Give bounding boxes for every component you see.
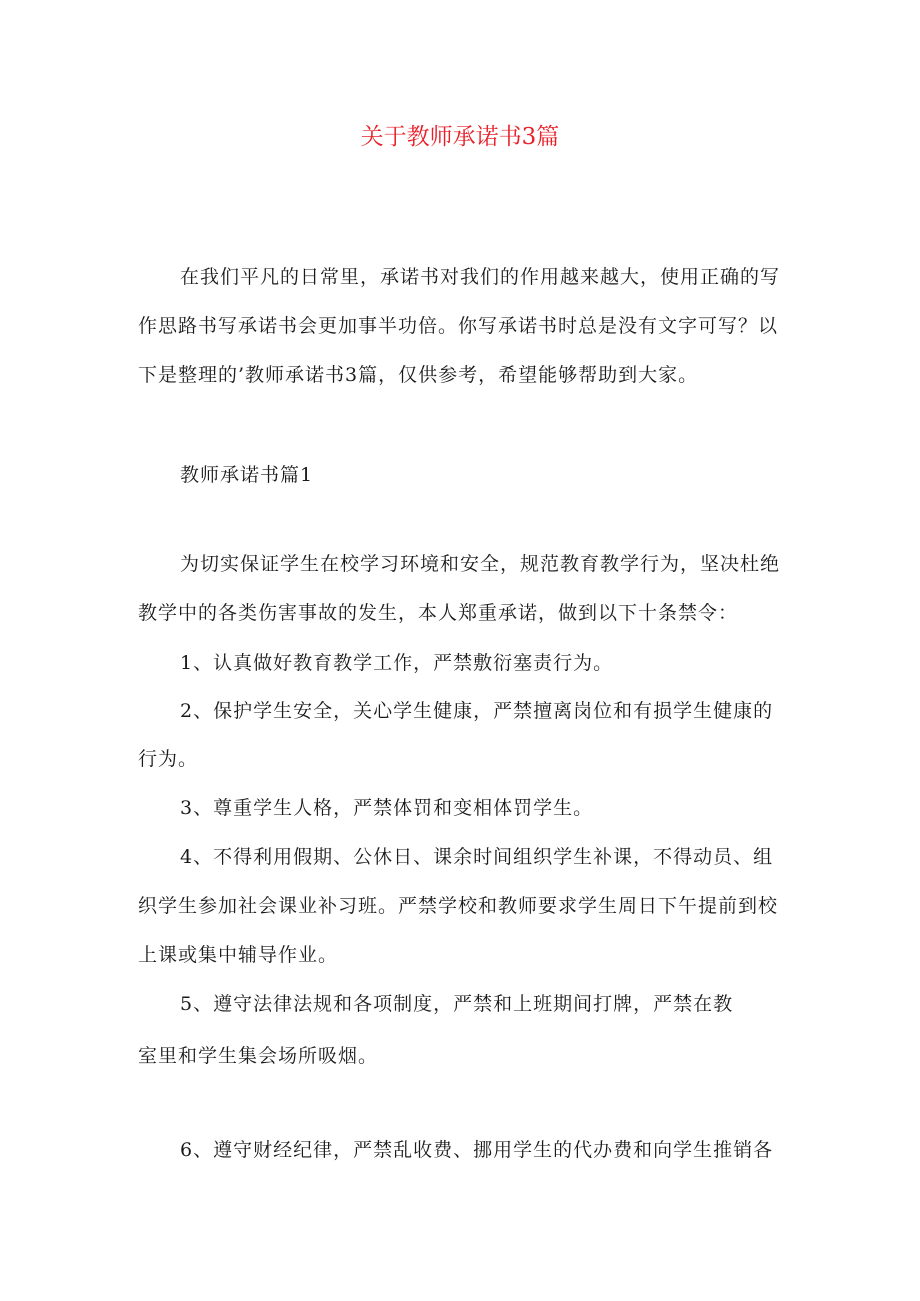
rule-item-6: 6、遵守财经纪律，严禁乱收费、挪用学生的代办费和向学生推销各 bbox=[180, 1139, 774, 1161]
rule-item-1: 1、认真做好教育教学工作，严禁敷衍塞责行为。 bbox=[180, 652, 614, 674]
section-heading: 教师承诺书篇1 bbox=[180, 464, 314, 486]
body-line-1: 为切实保证学生在校学习环境和安全，规范教育教学行为，坚决杜绝 bbox=[180, 553, 781, 575]
rule-item-3: 3、尊重学生人格，严禁体罚和变相体罚学生。 bbox=[180, 797, 594, 819]
rule-item-2: 2、保护学生安全，关心学生健康，严禁擅离岗位和有损学生健康的 bbox=[180, 700, 774, 722]
intro-line-2: 作思路书写承诺书会更加事半功倍。你写承诺书时总是没有文字可写？以 bbox=[138, 315, 779, 337]
body-line-2: 教学中的各类伤害事故的发生，本人郑重承诺，做到以下十条禁令： bbox=[138, 602, 739, 624]
rule-item-5: 5、遵守法律法规和各项制度，严禁和上班期间打牌，严禁在教 bbox=[180, 993, 734, 1015]
intro-line-3: 下是整理的’教师承诺书3篇，仅供参考，希望能够帮助到大家。 bbox=[138, 364, 699, 386]
rule-item-4-cont-2: 上课或集中辅导作业。 bbox=[138, 944, 339, 966]
rule-item-5-cont: 室里和学生集会场所吸烟。 bbox=[138, 1045, 379, 1067]
rule-item-4-cont-1: 织学生参加社会课业补习班。严禁学校和教师要求学生周日下午提前到校 bbox=[138, 895, 779, 917]
document-title: 关于教师承诺书3篇 bbox=[360, 124, 560, 150]
rule-item-2-cont: 行为。 bbox=[138, 748, 199, 770]
intro-line-1: 在我们平凡的日常里，承诺书对我们的作用越来越大，使用正确的写 bbox=[180, 266, 781, 288]
rule-item-4: 4、不得利用假期、公休日、课余时间组织学生补课，不得动员、组 bbox=[180, 846, 774, 868]
